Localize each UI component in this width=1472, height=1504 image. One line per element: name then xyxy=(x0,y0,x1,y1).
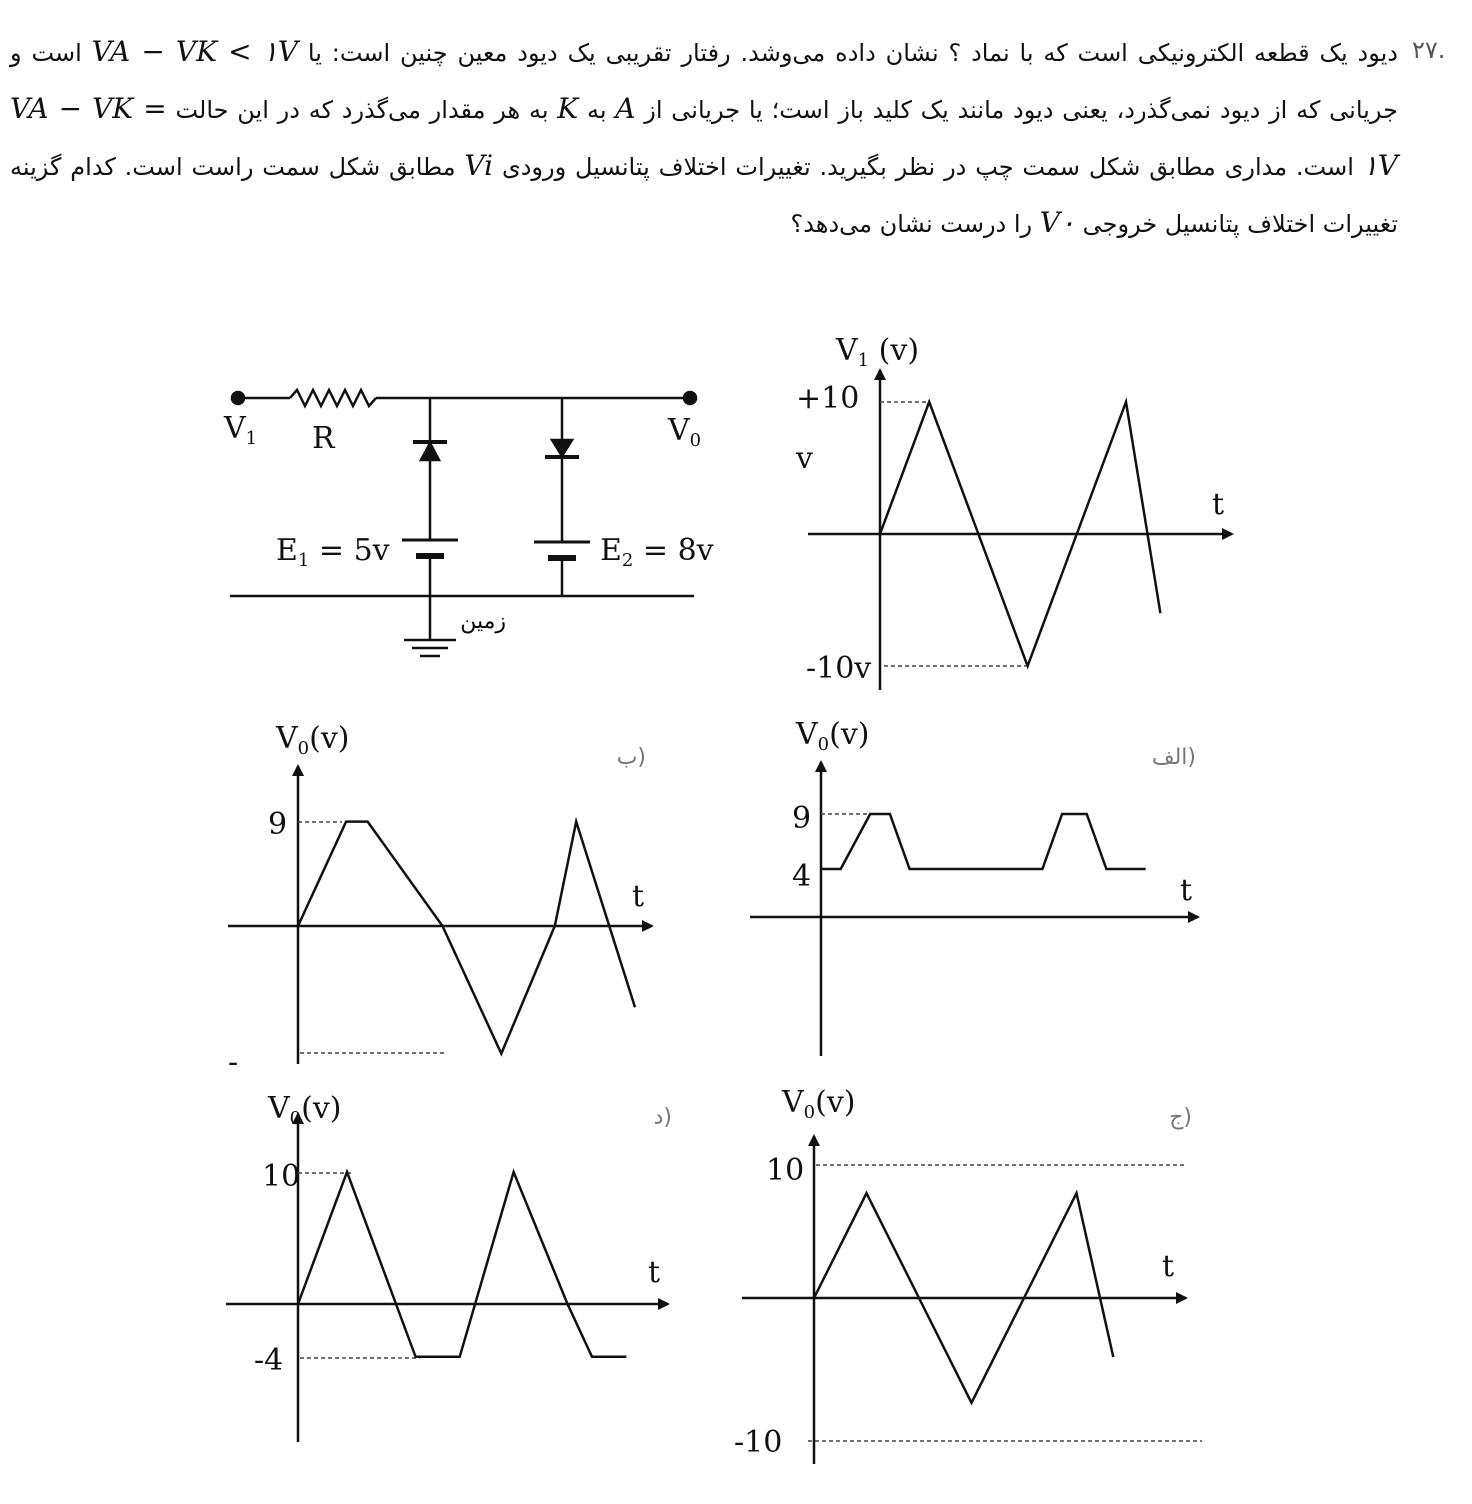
question-part-6: مطابق شکل سمت راست است. کدام گزینه تغییرات اختلاف پتانسیل خروجی xyxy=(10,153,1398,238)
output-label: $V_0$ xyxy=(668,413,702,451)
tick-label: 4 xyxy=(792,859,812,894)
diode-2-arrow xyxy=(552,440,572,456)
series-line xyxy=(821,814,1146,869)
battery-2-label: $E_2 = 8v$ xyxy=(600,533,714,571)
input-label: $V_1$ xyxy=(224,411,258,449)
x-axis-label: t xyxy=(1180,873,1193,908)
x-axis-label: t xyxy=(648,1255,661,1290)
option-label: د) xyxy=(653,1105,672,1130)
tick-label: -10 xyxy=(734,1425,783,1460)
question-part-1: دیود یک قطعه الکترونیکی است که با نماد ؟ نشان داده می‌وشد. رفتار تقریبی یک دیود معین چنین است: یا xyxy=(307,39,1398,67)
symbol-cathode: K xyxy=(557,92,579,125)
tick-label: 9 xyxy=(268,807,288,842)
tick-label: - xyxy=(228,1045,239,1080)
y-axis-label: $V_0(v)$ xyxy=(268,1091,342,1129)
resistor-symbol xyxy=(290,390,376,406)
tick-label: 10 xyxy=(766,1153,805,1188)
tick-label: 10 xyxy=(262,1159,301,1194)
question-part-7: را درست نشان می‌دهد؟ xyxy=(790,210,1033,238)
chart-input xyxy=(795,333,1232,690)
tick-label: 9 xyxy=(792,801,812,836)
resistor-label: R xyxy=(312,421,335,456)
chart-option-alef xyxy=(750,717,1198,1056)
ground-label: زمین xyxy=(460,609,506,634)
diode-1-arrow xyxy=(421,443,439,460)
output-terminal xyxy=(684,392,696,404)
chart-option-dal xyxy=(226,1091,672,1442)
formula-diode-off: VA − VK < ۱V xyxy=(91,35,299,68)
question-part-5: است. مداری مطابق شکل سمت چپ در نظر بگیرید. تغییرات اختلاف پتانسیل ورودی xyxy=(501,153,1354,181)
question-part-4: به هر مقدار می‌گذرد که در این حالت xyxy=(175,96,549,124)
series-line xyxy=(298,822,635,1054)
symbol-anode: A xyxy=(615,92,636,125)
chart-option-jim xyxy=(734,1085,1202,1464)
y-axis-label: $V_0(v)$ xyxy=(782,1085,856,1123)
series-line xyxy=(298,1172,626,1357)
battery-1-label: $E_1 = 5v$ xyxy=(276,533,390,571)
x-axis-label: t xyxy=(632,879,645,914)
tick-label: +10 xyxy=(796,381,860,416)
symbol-output-voltage: V۰ xyxy=(1039,206,1076,239)
question-part-3: به xyxy=(586,96,607,124)
symbol-input-voltage: Vi xyxy=(464,149,494,182)
question-part-2: است و جریانی که از دیود نمی‌گذرد، یعنی دیود مانند یک کلید باز است؛ یا جریانی از xyxy=(10,39,1398,124)
x-axis-label: t xyxy=(1212,487,1225,522)
tick-label: -4 xyxy=(254,1343,284,1378)
chart-option-be xyxy=(228,721,652,1080)
x-axis-label: t xyxy=(1162,1249,1175,1284)
y-axis-label: $V_0(v)$ xyxy=(276,721,350,759)
option-label: ب) xyxy=(616,745,646,770)
tick-label: -10v xyxy=(806,651,872,686)
option-label: الف) xyxy=(1151,745,1196,770)
tick-label: v xyxy=(796,441,813,476)
formula-diode-on: VA − VK = ۱V xyxy=(10,92,1398,182)
option-label: ج) xyxy=(1169,1105,1192,1130)
y-axis-label: $V_0(v)$ xyxy=(796,717,870,755)
y-axis-label: $V_1$ (v) xyxy=(836,333,920,371)
question-number: ۲۷. xyxy=(1412,36,1446,64)
